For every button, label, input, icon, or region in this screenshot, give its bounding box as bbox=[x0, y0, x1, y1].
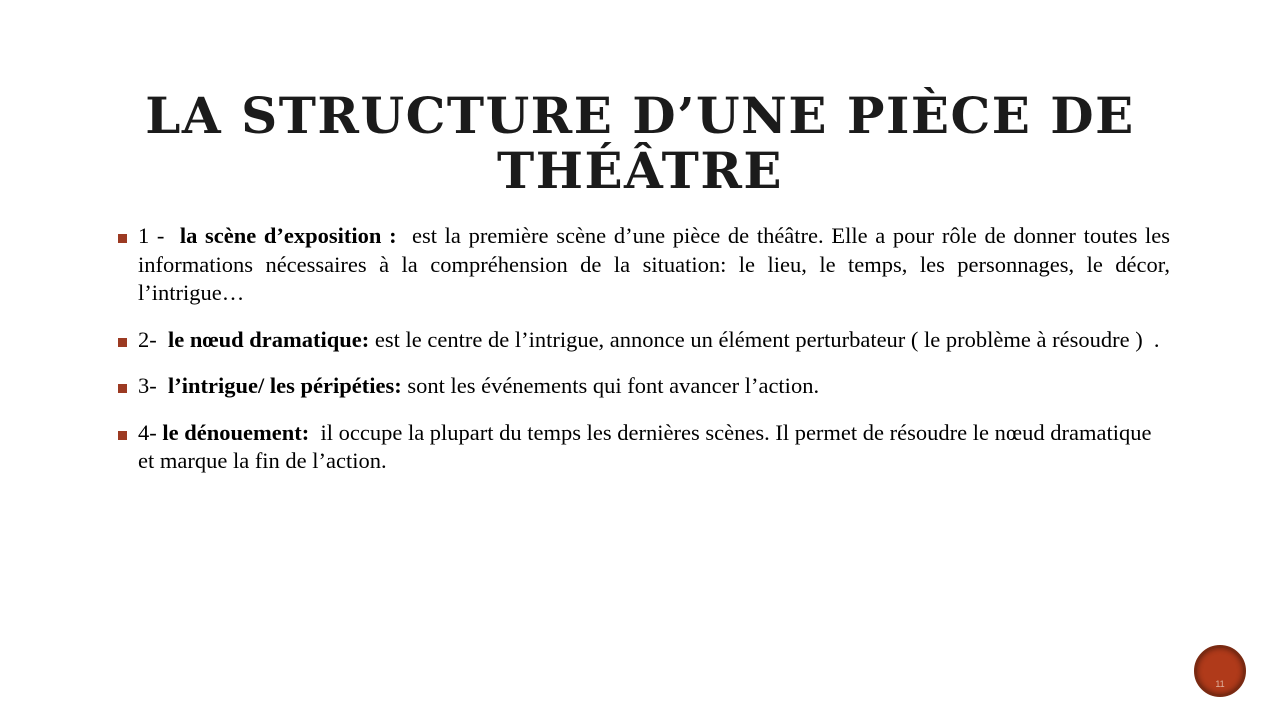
list-item bbox=[118, 419, 1170, 476]
list-item-number: 1 - bbox=[138, 223, 165, 248]
square-bullet-icon bbox=[118, 384, 127, 393]
list-item-number: 4- bbox=[138, 419, 157, 445]
list-item-number: 3- bbox=[138, 373, 157, 399]
list-item bbox=[118, 372, 1170, 401]
list-item-text: 3- l’intrigue/ les péripéties: sont les événements qui font avancer l’action. bbox=[138, 373, 820, 399]
list-item bbox=[118, 222, 1170, 308]
bullet-list bbox=[118, 222, 1170, 476]
slide-number-badge bbox=[1194, 645, 1246, 697]
square-bullet-icon bbox=[118, 431, 127, 440]
list-item-number: 2- bbox=[138, 326, 157, 352]
page-title: LA STRUCTURE D’UNE PIÈCE DE THÉÂTRE bbox=[145, 86, 1135, 200]
list-item-text: 2- le nœud dramatique: est le centre de l’intrigue, annonce un élément perturbateur ( le problème à résoudre ) . bbox=[138, 326, 1160, 352]
list-item-lead: le dénouement: bbox=[162, 419, 310, 445]
square-bullet-icon bbox=[118, 338, 127, 347]
list-item-lead: l’intrigue/ les péripéties: bbox=[168, 373, 402, 399]
list-item-text: 4- le dénouement: il occupe la plupart du temps les dernières scènes. Il permet de résoudre le nœud dramatique et marque la fin de l’action. bbox=[138, 419, 1152, 474]
list-item-lead: la scène d’exposition : bbox=[179, 223, 397, 248]
list-item bbox=[118, 326, 1170, 355]
square-bullet-icon bbox=[118, 234, 127, 243]
page-number: 11 bbox=[1215, 679, 1225, 689]
list-item-text: 1 - la scène d’exposition : est la première scène d’une pièce de théâtre. Elle a pour rôle de donner toutes les informations nécessaires à la compréhension de la situation: le lieu, le temps, les personnages, le décor, l’intrigue… bbox=[138, 223, 1171, 306]
list-item-lead: le nœud dramatique: bbox=[168, 326, 370, 352]
